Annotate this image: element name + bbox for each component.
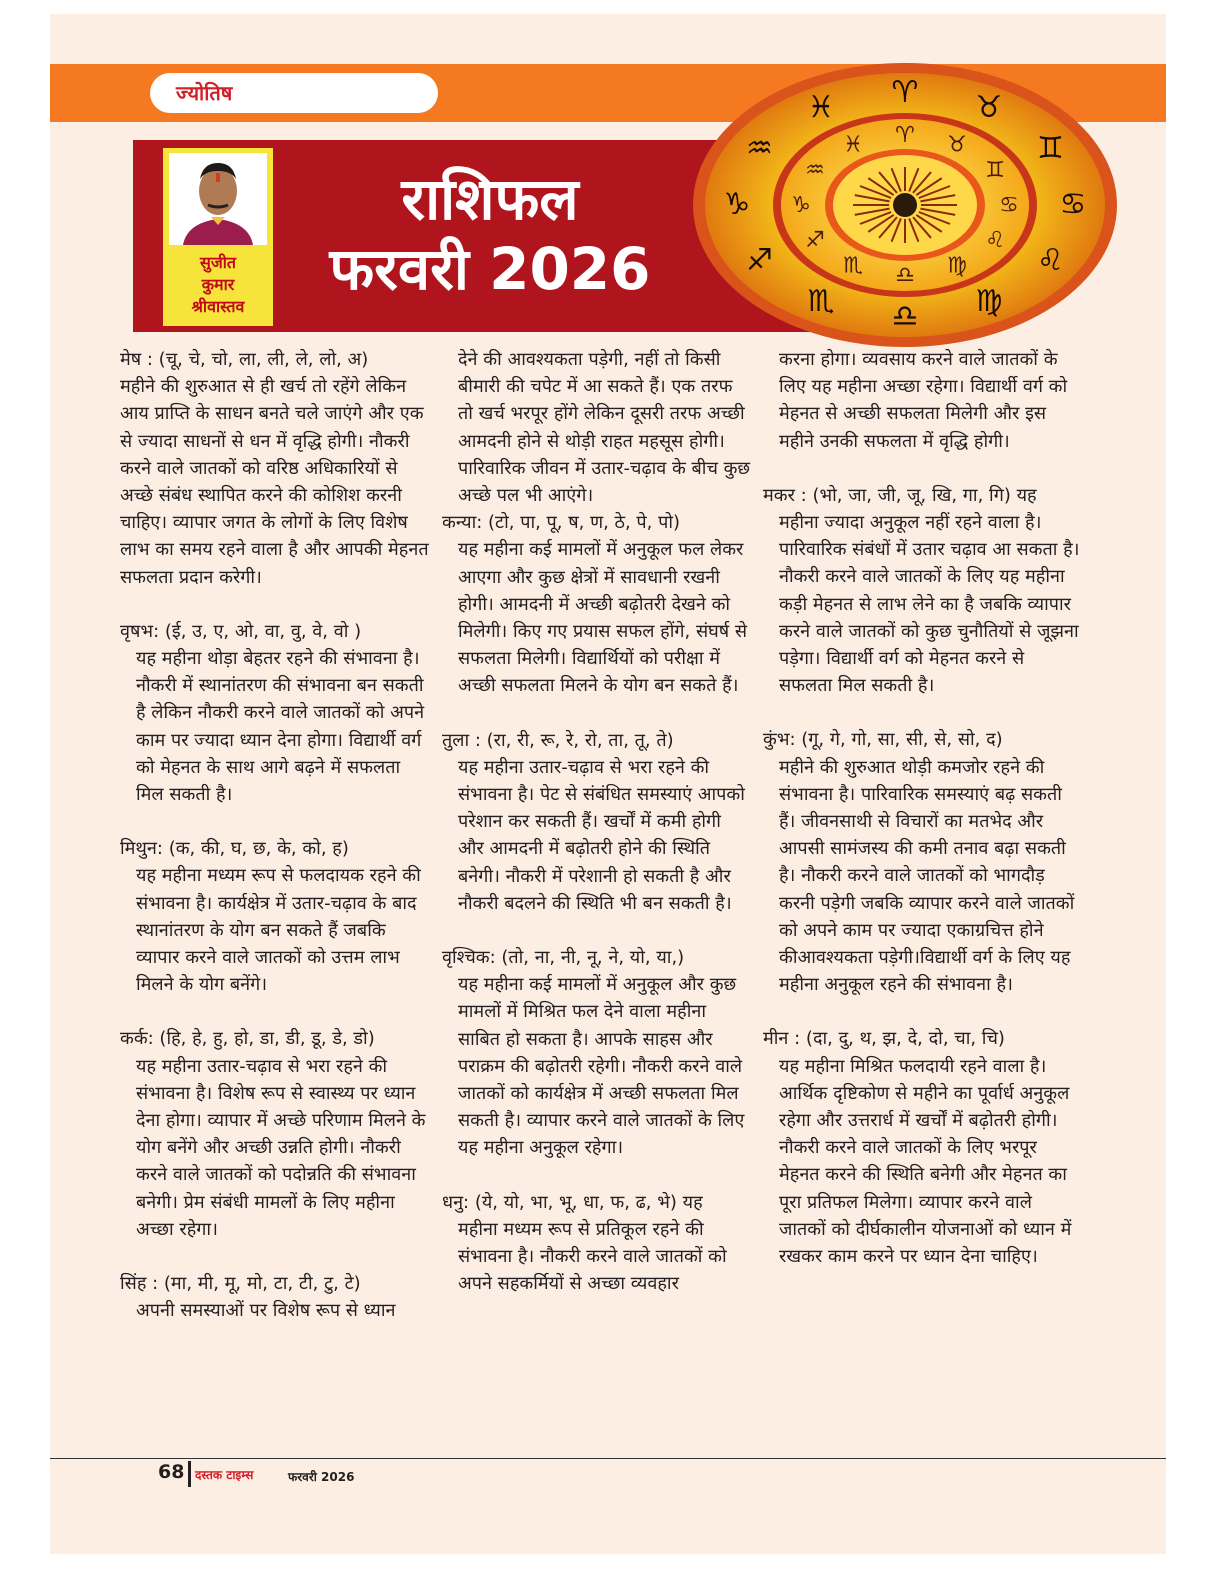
sign-text-continued: करना होगा। व्यवसाय करने वाले जातकों के लिए यह महीना अच्छा रहेगा। विद्यार्थी वर्ग को मेहनत से अच्छी सफलता मिलेगी और इस महीने उनकी सफलता में वृद्धि होगी। [779, 349, 1068, 452]
sign-text: यह महीना उतार-चढ़ाव से भरा रहने की संभावना है। पेट से संबंधित समस्याएं आपको परेशान कर सकती हैं। खर्चों में कमी होगी और आमदनी में बढ़ोतरी होने की स्थिति बनेगी। नौकरी में परेशानी हो सकती है और नौकरी बदलने की स्थिति भी बन सकती है। [458, 756, 745, 914]
sign-singh [120, 1270, 430, 1324]
sign-text: महीना ज्यादा अनुकूल नहीं रहने वाला है। पारिवारिक संबंधों में उतार चढ़ाव आ सकता है। नौकरी करने वाले जातकों के लिए यह महीना कड़ी मेहनत से लाभ लेने का है जबकि व्यापार करने वाले जातकों को कुछ चुनौतियों से जूझना पड़ेगा। विद्यार्थी वर्ग को मेहनत करने से सफलता मिल सकती है। [779, 512, 1080, 697]
column-3 [763, 346, 1083, 1297]
zodiac-figure-icon: ♈ [891, 75, 919, 110]
zodiac-figure-icon: ♐ [746, 243, 773, 278]
zodiac-symbol-icon: ♑ [791, 193, 811, 218]
sign-text: यह महीना उतार-चढ़ाव से भरा रहने की संभावना है। विशेष रूप से स्वास्थ्य पर ध्यान देना होगा। व्यापार में अच्छे परिणाम मिलने के योग बनेंगे और अच्छी उन्नति होगी। नौकरी करने वाले जातकों को पदोन्नति की संभावना बनेगी। प्रेम संबंधी मामलों के लिए महीना अच्छा रहेगा। [136, 1055, 426, 1240]
sign-dhanu-continued [763, 346, 1083, 455]
sign-text: महीने की शुरुआत थोड़ी कमजोर रहने की संभावना है। पारिवारिक समस्याएं बढ़ सकती हैं। जीवनसाथी से विचारों का मतभेद और आपसी सामंजस्य की कमी तनाव बढ़ा सकती है। नौकरी करने वाले जातकों को भागदौड़ करनी पड़ेगी जबकि व्यापार करने वाले जातकों को अपने काम पर ज्यादा एकाग्रचित्त होने कीआवश्यकता पड़ेगी।विद्यार्थी वर्ग के लिए यह महीना अनुकूल रहने की संभावना है। [779, 756, 1075, 996]
sign-vrishabh [120, 618, 430, 808]
zodiac-figure-icon: ♑ [723, 187, 751, 222]
sign-meen [763, 1025, 1083, 1270]
sign-heading: कर्क: (हि, हे, हु, हो, डा, डी, डू, डे, डो) [120, 1028, 375, 1050]
sign-text: यह महीना कई मामलों में अनुकूल और कुछ मामलों में मिश्रित फल देने वाला महीना साबित हो सकता है। आपके साहस और पराक्रम की बढ़ोतरी रहेगी। नौकरी करने वाले जातकों को कार्यक्षेत्र में अच्छी सफलता मिल सकती है। व्यापार करने वाले जातकों के लिए यह महीना अनुकूल रहेगा। [458, 974, 745, 1159]
zodiac-symbol-icon: ♒ [805, 158, 825, 183]
author-name-line2: कुमार [201, 275, 235, 294]
sign-kark [120, 1025, 430, 1243]
column-1 [120, 346, 430, 1352]
title-line2: फरवरी 2026 [329, 235, 651, 303]
sign-kumbh [763, 726, 1083, 998]
zodiac-figure-icon: ♓ [807, 90, 835, 126]
sign-text: महीने की शुरुआत से ही खर्च तो रहेंगे लेकिन आय प्राप्ति के साधन बनते चले जाएंगे और एक से ज्यादा साधनों से धन में वृद्धि होगी। नौकरी करने वाले जातकों को वरिष्ठ अधिकारियों से अच्छे संबंध स्थापित करने की कोशिश करनी चाहिए। व्यापार जगत के लोगों के लिए विशेष लाभ का समय रहने वाला है और आपकी मेहनत सफलता प्रदान करेगी। [120, 376, 429, 588]
zodiac-symbol-icon: ♎ [895, 263, 915, 288]
footer-rule [50, 1458, 1166, 1459]
author-name-line3: श्रीवास्तव [191, 297, 245, 316]
sign-text: यह महीना मिश्रित फलदायी रहने वाला है। आर्थिक दृष्टिकोण से महीने का पूर्वार्ध अनुकूल रहेगा और उत्तरार्ध में खर्चों में बढ़ोतरी होगी। नौकरी करने वाले जातकों के लिए भरपूर मेहनत करने की स्थिति बनेगी और मेहनत का पूरा प्रतिफल मिलेगा। व्यापार करने वाले जातकों को दीर्घकालीन योजनाओं को ध्यान में रखकर काम करने पर ध्यान देना चाहिए। [779, 1055, 1072, 1268]
author-box [163, 148, 273, 326]
sign-singh-continued [442, 346, 752, 509]
sign-vrishchik [442, 944, 752, 1162]
sign-text: महीना मध्यम रूप से प्रतिकूल रहने की संभावना है। नौकरी करने वाले जातकों को अपने सहकर्मियों से अच्छा व्यवहार [458, 1218, 727, 1295]
sign-text: अपनी समस्याओं पर विशेष रूप से ध्यान [136, 1300, 396, 1322]
sign-heading: कन्या: (टो, पा, पू, ष, ण, ठे, पे, पो) [442, 512, 680, 534]
footer-divider [188, 1461, 191, 1487]
sign-heading: मीन : (दा, दु, थ, झ, दे, दो, चा, चि) [763, 1028, 1005, 1050]
magazine-logo: दस्तक टाइम्स [195, 1468, 254, 1482]
zodiac-figure-icon: ♎ [891, 299, 919, 334]
zodiac-wheel-image [690, 60, 1120, 350]
horoscope-columns [50, 346, 1166, 1446]
sign-heading: तुला : (रा, री, रू, रे, रो, ता, तू, ते) [442, 729, 674, 751]
sign-text: यह महीना मध्यम रूप से फलदायक रहने की संभावना है। कार्यक्षेत्र में उतार-चढ़ाव के बाद स्थानांतरण के योग बन सकते हैं जबकि व्यापार करने वाले जातकों को उत्तम लाभ मिलने के योग बनेंगे। [136, 865, 421, 996]
zodiac-symbol-icon: ♏ [843, 253, 863, 279]
zodiac-symbol-icon: ♉ [947, 132, 967, 158]
zodiac-symbol-icon: ♍ [947, 253, 967, 279]
author-name [163, 252, 273, 318]
zodiac-symbol-icon: ♌ [985, 228, 1005, 253]
zodiac-figure-icon: ♉ [975, 90, 1003, 126]
zodiac-symbol-icon: ♐ [805, 228, 825, 253]
sign-heading: सिंह : (मा, मी, मू, मो, टा, टी, टु, टे) [120, 1273, 361, 1295]
title-line1: राशिफल [401, 165, 579, 233]
author-photo [169, 153, 267, 245]
page-number: 68 [158, 1461, 185, 1483]
sign-makar [763, 482, 1083, 700]
sign-heading: मेष : (चू, चे, चो, ला, ली, ले, लो, अ) [120, 349, 369, 370]
sign-heading: वृश्चिक: (तो, ना, नी, नू, ने, यो, या,) [442, 947, 685, 969]
zodiac-figure-icon: ♍ [975, 283, 1003, 319]
zodiac-figure-icon: ♋ [1059, 187, 1087, 222]
footer-date: फरवरी 2026 [288, 1470, 355, 1484]
zodiac-symbol-icon: ♈ [895, 123, 915, 148]
sign-mithun [120, 835, 430, 998]
sign-heading: धनु: (ये, यो, भा, भू, धा, फ, ढ, भे) यह [442, 1191, 703, 1213]
sign-text: यह महीना कई मामलों में अनुकूल फल लेकर आएगा और कुछ क्षेत्रों में सावधानी रखनी होगी। आमदनी में अच्छी बढ़ोतरी देखने को मिलेगी। किए गए प्रयास सफल होंगे, संघर्ष से सफलता मिलेगी। विद्यार्थियों को परीक्षा में अच्छी सफलता मिलने के योग बन सकते हैं। [458, 539, 748, 697]
zodiac-figure-icon: ♒ [746, 131, 773, 166]
author-name-line1: सुजीत [200, 253, 236, 272]
sign-text: यह महीना थोड़ा बेहतर रहने की संभावना है। नौकरी में स्थानांतरण की संभावना बन सकती है लेकिन नौकरी करने वाले जातकों को अपने काम पर ज्यादा ध्यान देना होगा। विद्यार्थी वर्ग को मेहनत के साथ आगे बढ़ने में सफलता मिल सकती है। [136, 648, 425, 806]
sign-heading: कुंभ: (गू, गे, गो, सा, सी, से, सो, द) [763, 729, 1003, 751]
sign-heading: मकर : (भो, जा, जी, जू, खि, गा, गि) यह [763, 484, 1037, 506]
section-label: ज्योतिष [176, 81, 233, 105]
zodiac-figure-icon: ♊ [1037, 131, 1064, 166]
section-pill [150, 73, 438, 113]
zodiac-symbol-icon: ♓ [843, 132, 863, 158]
sign-dhanu [442, 1189, 752, 1298]
sign-heading: वृषभ: (ई, उ, ए, ओ, वा, वु, वे, वो ) [120, 620, 362, 642]
magazine-page [50, 14, 1166, 1554]
sign-text-continued: देने की आवश्यकता पड़ेगी, नहीं तो किसी बीमारी की चपेट में आ सकते हैं। एक तरफ तो खर्च भरपूर होंगे लेकिन दूसरी तरफ अच्छी आमदनी होने से थोड़ी राहत महसूस होगी। पारिवारिक जीवन में उतार-चढ़ाव के बीच कुछ अच्छे पल भी आएंगे। [458, 349, 751, 507]
page-title [300, 164, 680, 304]
sign-mesh [120, 346, 430, 591]
zodiac-symbol-icon: ♊ [985, 158, 1005, 183]
zodiac-figure-icon: ♏ [807, 283, 835, 319]
column-2 [442, 346, 752, 1325]
zodiac-figure-icon: ♌ [1037, 243, 1064, 278]
zodiac-symbol-icon: ♋ [999, 193, 1019, 218]
sign-kanya [442, 509, 752, 699]
sign-heading: मिथुन: (क, की, घ, छ, के, को, ह) [120, 838, 349, 860]
sign-tula [442, 727, 752, 917]
